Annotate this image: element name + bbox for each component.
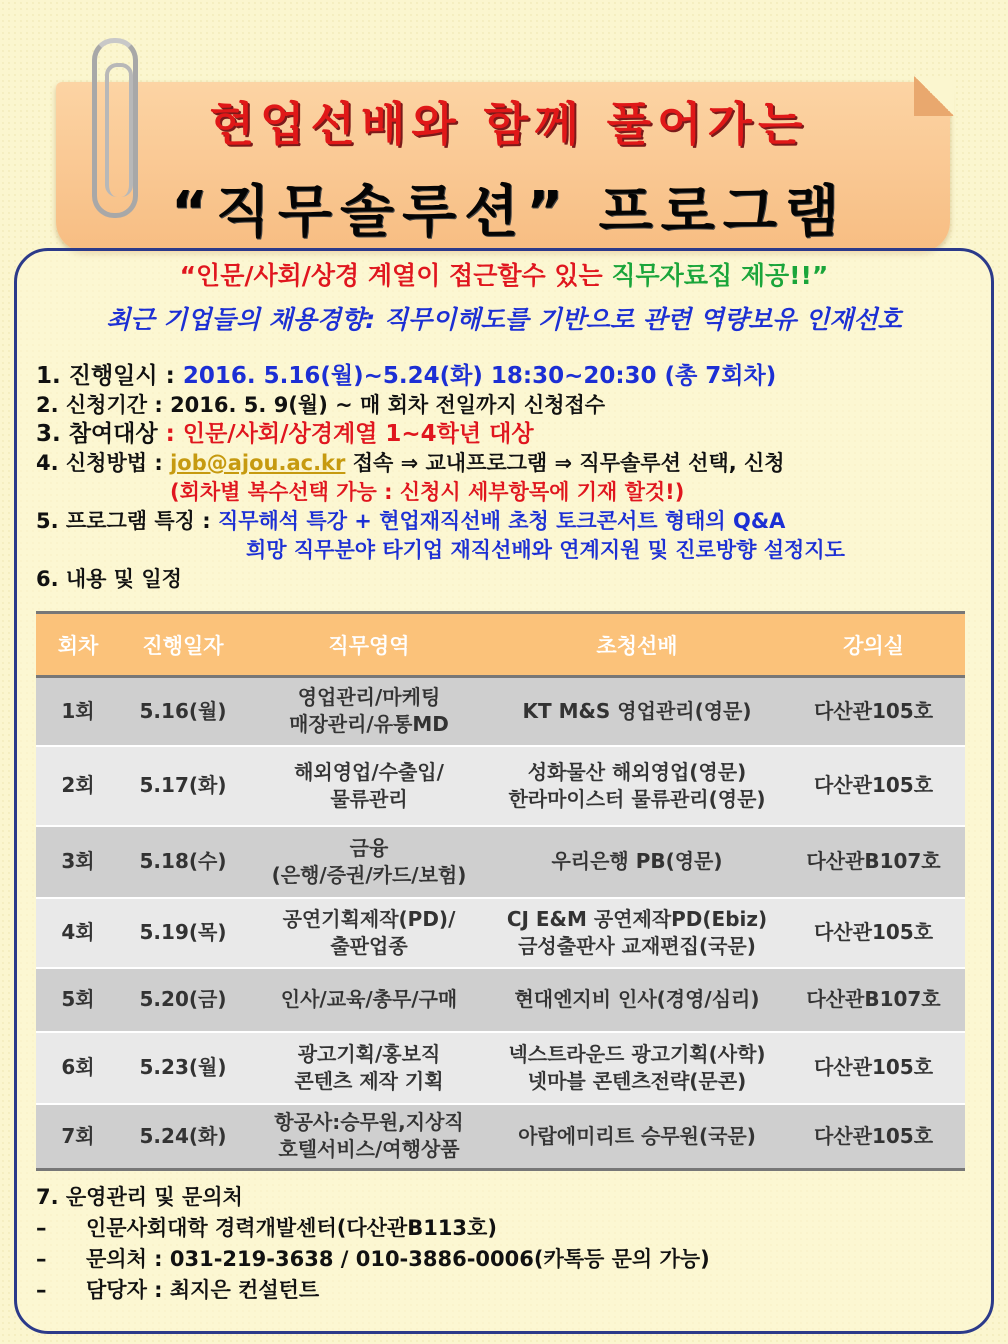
cell-guest-line-1: 성화물산 해외영업(영문) — [527, 759, 747, 784]
header-room: 강의실 — [782, 613, 965, 677]
hiring-trend: 최근 기업들의 채용경향: 직무이해도를 기반으로 관련 역량보유 인재선호 — [106, 305, 902, 334]
title-line-2: “직무솔루션” 프로그램 — [171, 180, 847, 245]
cell-guest — [492, 968, 782, 1032]
cell-date: 5.19(목) — [120, 898, 246, 968]
info-item-5-line-1: 직무해석 특강 + 현업재직선배 초청 토크콘서트 형태의 Q&A — [217, 509, 786, 533]
cell-area — [246, 677, 492, 746]
cell-area — [246, 826, 492, 898]
cell-room: 다산관105호 — [782, 1104, 965, 1170]
cell-guest-line-2: 금성출판사 교재편집(국문) — [518, 933, 756, 958]
header-session: 회차 — [36, 613, 120, 677]
cell-room: 다산관105호 — [782, 677, 965, 746]
table-row — [36, 968, 965, 1032]
info-item-6: 6. 내용 및 일정 — [36, 567, 182, 591]
email-link[interactable]: job@ajou.ac.kr — [170, 451, 346, 475]
quote-line — [0, 256, 1008, 292]
program-info — [36, 362, 976, 594]
contact-line-3 — [36, 1275, 976, 1306]
cell-session: 3회 — [36, 826, 120, 898]
info-item-1-label: 1. 진행일시 : — [36, 363, 183, 389]
contact-center: 인문사회대학 경력개발센터(다산관B113호) — [86, 1216, 497, 1240]
cell-guest — [492, 746, 782, 826]
cell-room: 다산관105호 — [782, 1032, 965, 1104]
cell-room: 다산관105호 — [782, 898, 965, 968]
cell-guest — [492, 1104, 782, 1170]
contact-title: 7. 운영관리 및 문의처 — [36, 1185, 243, 1209]
info-item-3 — [36, 420, 976, 449]
cell-guest-line-1: CJ E&M 공연제작PD(Ebiz) — [506, 906, 768, 931]
cell-area-line-2: 호텔서비스/여행상품 — [278, 1137, 460, 1162]
cell-area-line-2: 매장관리/유통MD — [289, 712, 449, 737]
table-row — [36, 826, 965, 898]
cell-area-line-1: 해외영업/수출입/ — [294, 759, 444, 784]
cell-guest-line-1: 현대엔지비 인사(경영/심리) — [514, 987, 760, 1011]
cell-area-line-2: 출판업종 — [330, 933, 408, 958]
cell-area-line-2: 콘텐츠 제작 기획 — [294, 1068, 444, 1093]
cell-area — [246, 1032, 492, 1104]
contact-phone: 문의처 : 031-219-3638 / 010-3886-0006(카톡등 문의 가능) — [86, 1247, 710, 1271]
info-item-3-label: 3. 참여대상 — [36, 421, 166, 447]
cell-area-line-2: 물류관리 — [330, 786, 408, 811]
cell-date: 5.18(수) — [120, 826, 246, 898]
cell-date: 5.23(월) — [120, 1032, 246, 1104]
info-item-4-rest: 접속 ⇒ 교내프로그램 ⇒ 직무솔루션 선택, 신청 — [345, 451, 785, 475]
cell-session: 1회 — [36, 677, 120, 746]
cell-session: 2회 — [36, 746, 120, 826]
cell-area — [246, 1104, 492, 1170]
table-row — [36, 677, 965, 746]
cell-guest — [492, 677, 782, 746]
cell-area-line-2: (은행/증권/카드/보험) — [271, 862, 467, 887]
cell-area-line-1: 인사/교육/총무/구매 — [280, 987, 458, 1011]
cell-guest — [492, 898, 782, 968]
table-row — [36, 746, 965, 826]
table-row — [36, 1032, 965, 1104]
quote-part-2: 직무자료집 제공!!” — [611, 261, 829, 290]
info-item-2: 2. 신청기간 : 2016. 5. 9(월) ~ 매 회차 전일까지 신청접수 — [36, 393, 606, 417]
cell-date: 5.24(화) — [120, 1104, 246, 1170]
cell-session: 5회 — [36, 968, 120, 1032]
contact-line-1 — [36, 1213, 976, 1244]
dash-bullet: – — [36, 1278, 47, 1302]
cell-guest — [492, 1032, 782, 1104]
info-item-4-label: 4. 신청방법 : — [36, 451, 171, 475]
cell-guest — [492, 826, 782, 898]
dash-bullet: – — [36, 1247, 47, 1271]
info-item-3-value: : 인문/사회/상경계열 1~4학년 대상 — [165, 421, 534, 447]
quote-part-1: “인문/사회/상경 계열이 접근할수 있는 — [179, 261, 612, 290]
cell-room: 다산관B107호 — [782, 826, 965, 898]
table-row — [36, 898, 965, 968]
cell-session: 6회 — [36, 1032, 120, 1104]
cell-session: 7회 — [36, 1104, 120, 1170]
cell-area — [246, 746, 492, 826]
header-guest: 초청선배 — [492, 613, 782, 677]
cell-date: 5.16(월) — [120, 677, 246, 746]
contact-line-2 — [36, 1244, 976, 1275]
contact-person: 담당자 : 최지은 컨설턴트 — [86, 1278, 320, 1302]
cell-guest-line-2: 한라마이스터 물류관리(영문) — [508, 786, 766, 811]
title-line-1: 현업선배와 함께 풀어가는 — [209, 97, 809, 151]
dash-bullet: – — [36, 1216, 47, 1240]
info-item-4 — [36, 449, 976, 478]
schedule-header-row — [36, 613, 965, 677]
cell-guest-line-2: 넷마블 콘텐츠전략(문콘) — [527, 1068, 747, 1093]
info-item-5-line-2: 희망 직무분야 타기업 재직선배와 연계지원 및 진로방향 설정지도 — [246, 538, 845, 562]
cell-guest-line-1: 넥스트라운드 광고기획(사학) — [508, 1041, 766, 1066]
cell-area-line-1: 항공사:승무원,지상직 — [274, 1110, 464, 1135]
cell-room: 다산관105호 — [782, 746, 965, 826]
header-date: 진행일자 — [120, 613, 246, 677]
info-item-4-note: (회차별 복수선택 가능 : 신청시 세부항목에 기재 할것!) — [170, 480, 685, 504]
cell-area-line-1: 공연기획제작(PD)/ — [282, 906, 456, 931]
cell-area-line-1: 광고기획/홍보직 — [297, 1041, 441, 1066]
schedule-table — [36, 611, 965, 1171]
info-item-5 — [36, 507, 976, 536]
info-item-1-value: 2016. 5.16(월)~5.24(화) 18:30~20:30 (총 7회차) — [182, 363, 777, 389]
info-item-1 — [36, 362, 976, 391]
table-row — [36, 1104, 965, 1170]
cell-area — [246, 968, 492, 1032]
header-area: 직무영역 — [246, 613, 492, 677]
cell-guest-line-1: KT M&S 영업관리(영문) — [522, 698, 752, 723]
cell-guest-line-1: 아랍에미리트 승무원(국문) — [518, 1123, 756, 1148]
cell-area-line-1: 영업관리/마케팅 — [297, 685, 441, 710]
cell-area-line-1: 금융 — [349, 835, 389, 860]
info-item-5-label: 5. 프로그램 특징 : — [36, 509, 218, 533]
cell-guest-line-1: 우리은행 PB(영문) — [551, 849, 723, 873]
cell-date: 5.17(화) — [120, 746, 246, 826]
contact-section — [36, 1182, 976, 1306]
cell-area — [246, 898, 492, 968]
cell-date: 5.20(금) — [120, 968, 246, 1032]
cell-session: 4회 — [36, 898, 120, 968]
cell-room: 다산관B107호 — [782, 968, 965, 1032]
